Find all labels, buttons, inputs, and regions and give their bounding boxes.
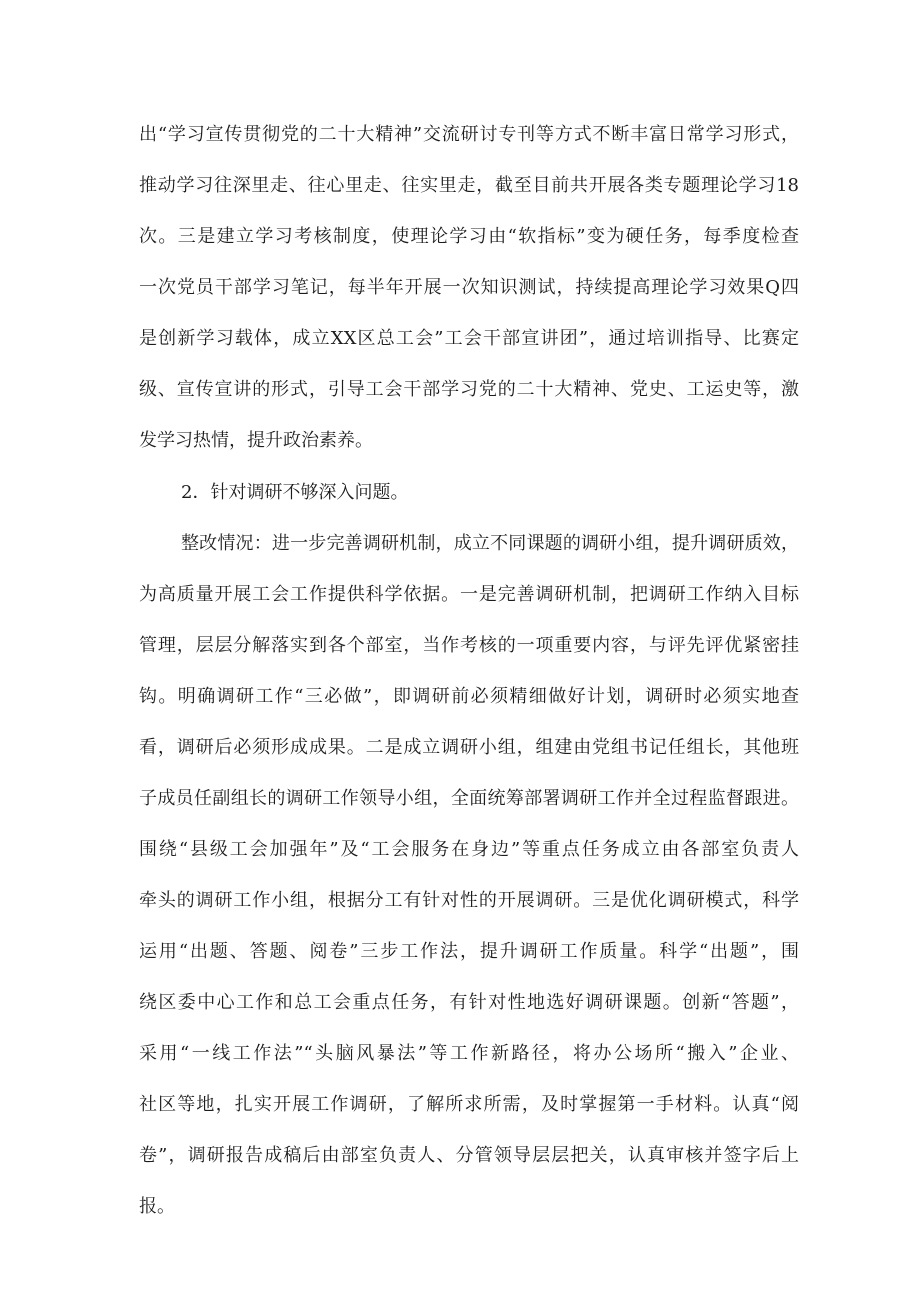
text-line: 看，调研后必须形成成果。二是成立调研小组，组建由党组书记任组长，其他班 bbox=[139, 737, 799, 758]
text-line: 是创新学习载体，成立XX区总工会”工会干部宣讲团”，通过培训指导、比赛定 bbox=[139, 328, 799, 349]
text-line: 出“学习宣传贯彻党的二十大精神”交流研讨专刊等方式不断丰富日常学习形式， bbox=[139, 124, 799, 145]
text-line: 子成员任副组长的调研工作领导小组，全面统筹部署调研工作并全过程监督跟进。 bbox=[139, 788, 799, 809]
text-line: 采用“一线工作法”“头脑风暴法”等工作新路径，将办公场所“搬入”企业、 bbox=[139, 1043, 799, 1064]
text-line: 次。三是建立学习考核制度，使理论学习由“软指标”变为硬任务，每季度检查 bbox=[139, 226, 799, 247]
text-line: 级、宣传宣讲的形式，引导工会干部学习党的二十大精神、党史、工运史等，激 bbox=[139, 379, 799, 400]
text-line: 钩。明确调研工作“三必做”，即调研前必须精细做好计划，调研时必须实地查 bbox=[139, 686, 799, 707]
text-line: 卷”，调研报告成稿后由部室负责人、分管领导层层把关，认真审核并签字后上 bbox=[139, 1145, 799, 1166]
text-line: 整改情况：进一步完善调研机制，成立不同课题的调研小组，提升调研质效， bbox=[181, 533, 799, 554]
list-item-heading: 2．针对调研不够深入问题。 bbox=[181, 482, 409, 503]
text-line: 推动学习往深里走、往心里走、往实里走，截至目前共开展各类专题理论学习18 bbox=[139, 175, 799, 196]
text-line: 围绕“县级工会加强年”及“工会服务在身边”等重点任务成立由各部室负责人 bbox=[139, 839, 799, 860]
text-line: 运用“出题、答题、阅卷”三步工作法，提升调研工作质量。科学“出题”，围 bbox=[139, 941, 799, 962]
text-line: 一次党员干部学习笔记，每半年开展一次知识测试，持续提高理论学习效果Q四 bbox=[139, 277, 799, 298]
text-line: 绕区委中心工作和总工会重点任务，有针对性地选好调研课题。创新“答题”， bbox=[139, 992, 799, 1013]
text-line: 社区等地，扎实开展工作调研，了解所求所需，及时掌握第一手材料。认真“阅 bbox=[139, 1094, 799, 1115]
text-line: 发学习热情，提升政治素养。 bbox=[139, 430, 373, 451]
text-line: 管理，层层分解落实到各个部室，当作考核的一项重要内容，与评先评优紧密挂 bbox=[139, 635, 799, 656]
text-line: 报。 bbox=[139, 1196, 175, 1217]
text-line: 为高质量开展工会工作提供科学依据。一是完善调研机制，把调研工作纳入目标 bbox=[139, 584, 799, 605]
text-line: 牵头的调研工作小组，根据分工有针对性的开展调研。三是优化调研模式，科学 bbox=[139, 890, 799, 911]
